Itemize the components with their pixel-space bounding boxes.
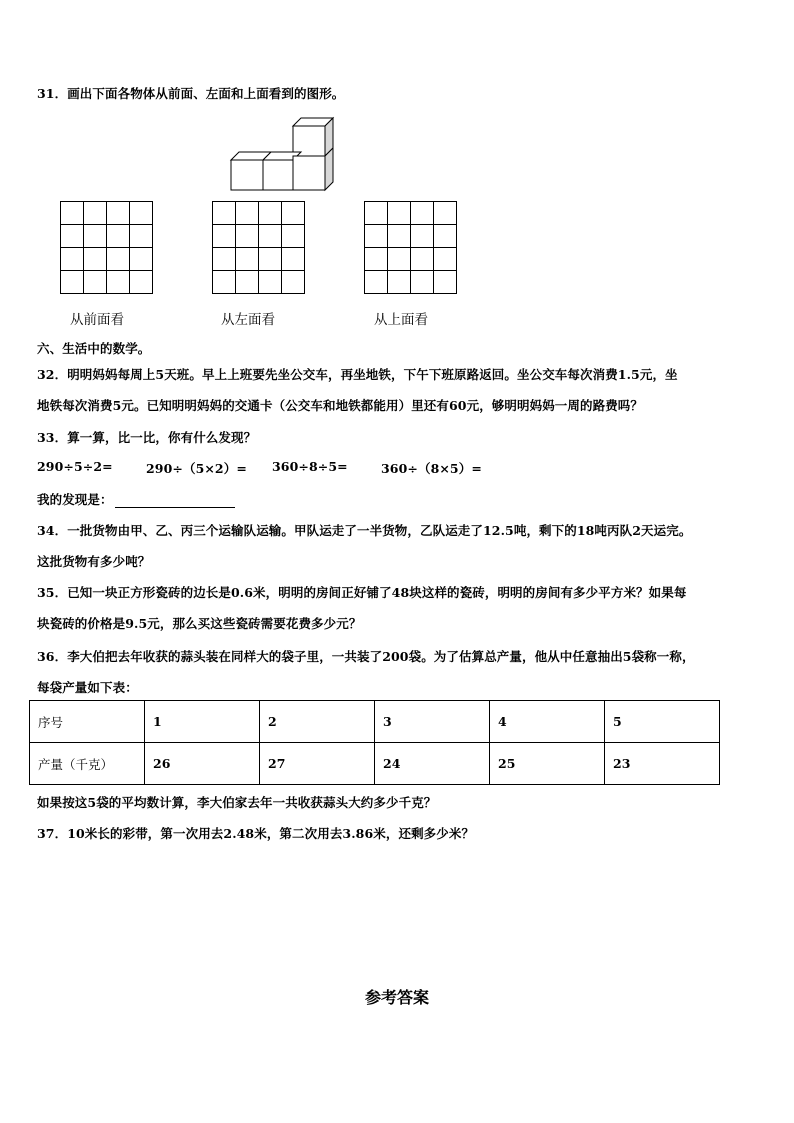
q37-text: 37．10米长的彩带，第一次用去2.48米，第二次用去3.86米，还剩多少米？ xyxy=(37,826,475,841)
q36-table xyxy=(29,700,720,785)
q33-text: 33．算一算，比一比，你有什么发现？ xyxy=(37,430,257,445)
table-cell: 1 xyxy=(145,701,260,743)
q32-line1: 32．明明妈妈每周上5天班。早上上班要先坐公交车，再坐地铁，下午下班原路返回。坐公交车每次消费1.5元，坐 xyxy=(37,367,678,382)
table-cell: 5 xyxy=(605,701,720,743)
grid-top[interactable] xyxy=(364,201,457,294)
table-cell: 25 xyxy=(490,743,605,785)
table-row xyxy=(30,743,720,785)
table-cell: 23 xyxy=(605,743,720,785)
q33-expr-2: 290÷（5×2）= xyxy=(146,461,247,476)
answer-blank[interactable] xyxy=(115,495,235,508)
q35-line1: 35．已知一块正方形瓷砖的边长是0.6米，明明的房间正好铺了48块这样的瓷砖，明明的房间有多少平方米？如果每 xyxy=(37,585,687,600)
q36-after: 如果按这5袋的平均数计算，李大伯家去年一共收获蒜头大约多少千克？ xyxy=(37,795,437,810)
q33-finding-label: 我的发现是： xyxy=(37,492,113,507)
cube-figure xyxy=(225,114,345,194)
q34-line1: 34．一批货物由甲、乙、丙三个运输队运输。甲队运走了一半货物，乙队运走了12.5吨，剩下的18吨丙队2天运完。 xyxy=(37,523,692,538)
q32-line2: 地铁每次消费5元。已知明明妈妈的交通卡（公交车和地铁都能用）里还有60元，够明明妈妈一周的路费吗？ xyxy=(37,398,643,413)
q34-line2: 这批货物有多少吨？ xyxy=(37,554,151,569)
table-cell: 24 xyxy=(375,743,490,785)
label-top: 从上面看 xyxy=(374,312,428,328)
label-left: 从左面看 xyxy=(221,312,275,328)
q31-text: 31．画出下面各物体从前面、左面和上面看到的图形。 xyxy=(37,86,345,101)
table-cell: 26 xyxy=(145,743,260,785)
label-front: 从前面看 xyxy=(70,312,124,328)
q36-line2: 每袋产量如下表： xyxy=(37,680,138,695)
table-cell: 2 xyxy=(260,701,375,743)
q33-expr-3: 360÷8÷5= xyxy=(272,459,348,474)
grid-left[interactable] xyxy=(212,201,305,294)
q35-line2: 块瓷砖的价格是9.5元，那么买这些瓷砖需要花费多少元？ xyxy=(37,616,362,631)
table-cell: 3 xyxy=(375,701,490,743)
answer-title: 参考答案 xyxy=(364,988,429,1007)
table-row xyxy=(30,701,720,743)
q36-line1: 36．李大伯把去年收获的蒜头装在同样大的袋子里，一共装了200袋。为了估算总产量，他从中任意抽出5袋称一称， xyxy=(37,649,695,664)
table-cell: 序号 xyxy=(30,701,145,743)
q33-expr-4: 360÷（8×5）= xyxy=(381,461,482,476)
q33-expr-1: 290÷5÷2= xyxy=(37,459,113,474)
table-cell: 产量（千克） xyxy=(30,743,145,785)
table-cell: 27 xyxy=(260,743,375,785)
section-6-heading: 六、生活中的数学。 xyxy=(37,341,151,356)
table-cell: 4 xyxy=(490,701,605,743)
q33-finding xyxy=(37,490,235,508)
grid-front[interactable] xyxy=(60,201,153,294)
